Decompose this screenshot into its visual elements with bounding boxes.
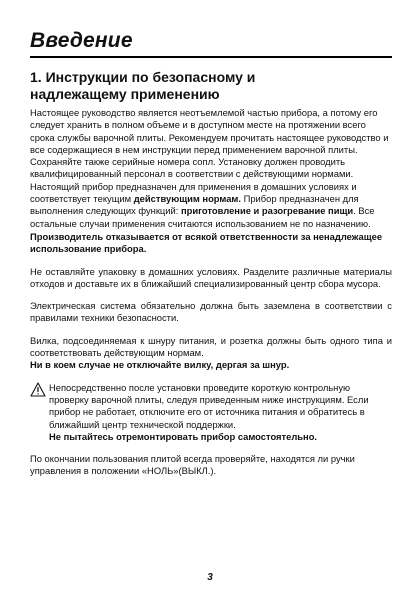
title-underline [30,56,392,58]
packaging-paragraph: Не оставляйте упаковку в домашних условиях. Разделите различные материалы отходов и доставьте их в ближайший специализированный центр сбора мусора. [30,265,392,289]
intro-bold-functions: приготовление и разогревание пищи [180,205,354,217]
intro-paragraph [30,107,392,230]
closing-paragraph: По окончании пользования плитой всегда проверяйте, находятся ли ручки управления в положении «НОЛЬ»(ВЫКЛ.). [30,453,355,477]
section-heading-line-1: 1. Инструкции по безопасному и [30,69,256,85]
warning-text: Непосредственно после установки проведите короткую контрольную проверку варочной плиты, следуя приведенным ниже инструкциям. Если прибор не работает, отключите его от источника питания и обратитесь в ближайший центр технической поддержки. [49,381,369,430]
liability-paragraph: Производитель отказывается от всякой ответственности за ненадлежащее использование прибора. [30,230,383,255]
intro-text-c: . Все остальные случаи применения считаются использованием не по назначению. [30,205,375,229]
section-heading-line-2: надлежащему применению [30,86,220,102]
warning-triangle-icon [30,382,46,397]
grounding-paragraph: Электрическая система обязательно должна быть заземлена в соответствии с правилами техники безопасности. [30,300,392,324]
page-number: 3 [207,572,213,583]
warning-bold: Не пытайтесь отремонтировать прибор самостоятельно. [49,430,318,442]
page-title: Введение [30,29,133,52]
intro-text-b: Прибор предназначен для выполнения следующих функций: [30,193,359,217]
intro-bold-norms: действующим нормам. [133,193,241,205]
document-page [30,28,392,478]
section-heading [30,69,392,103]
warning-block [30,382,392,443]
plug-paragraph: Вилка, подсоединяемая к шнуру питания, и розетка должны быть одного типа и соответствовать действующим нормам. [30,334,392,359]
plug-warning-bold: Ни в коем случае не отключайте вилку, дергая за шнур. [30,359,290,371]
intro-text-a: Настоящее руководство является неотъемлемой частью прибора, а потому его следует хранить в полном объеме и в доступном месте на протяжении всего срока службы варочной плиты. Рекомендуем прочитать настоящее руководство и все содержащиеся в нем инструкции перед применением варочной плиты. Сохраняйте также серийные номера сопл. Установку должен проводить квалифицированный персонал в соответствии с действующими нормами. Настоящий прибор предназначен для применения в домашних условиях и соответствует текущим [30,107,389,205]
